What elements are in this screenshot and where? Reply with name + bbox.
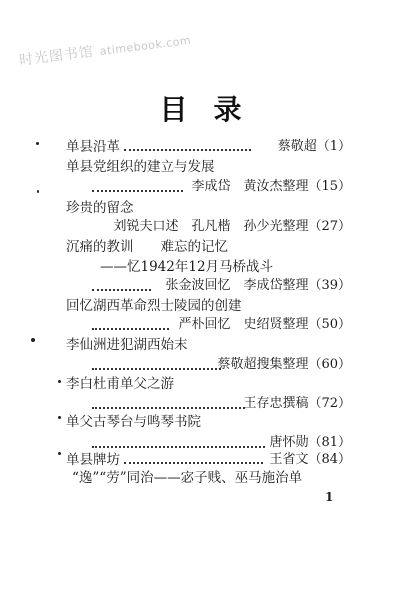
toc-entry-title: 回忆湖西革命烈士陵园的创建 [66,298,242,314]
toc-entry-title: 单县牌坊 [66,452,120,468]
ink-speck [58,416,61,419]
ink-speck [36,142,39,145]
ink-speck [37,190,39,193]
toc-entry-credit: 蔡敬超（1） [277,139,351,154]
page-title: 目录 [159,93,268,126]
toc-entry-title: 珍贵的留念 [66,200,134,216]
toc-entry-title: 李白杜甫单父之游 [66,376,174,392]
toc-entry-title: 沉痛的教训 难忘的记忆 [66,239,228,255]
toc-entry-credit: 蔡敬超搜集整理（60） [217,357,351,372]
watermark-text: 时光图书馆 [18,43,95,69]
dot-leader [92,407,245,409]
dot-leader [92,446,265,448]
toc-entry-title: 单县沿革 [66,139,120,155]
dot-leader [124,149,251,151]
toc-entry-credit: 严朴回忆 史绍贤整理（50） [178,317,351,332]
page-mark: 1 [325,490,334,504]
toc-entry-credit: 李成岱 黄汝杰整理（15） [191,179,351,194]
toc-entry-credit: 张金波回忆 李成岱整理（39） [165,278,351,293]
dot-leader [92,328,169,330]
ink-speck [31,338,35,342]
toc-entry-title: “逸”“劳”同治——宓子贱、巫马施治单 [72,470,303,486]
watermark-site: atimebook.com [99,33,192,58]
watermark [18,21,259,70]
ink-speck [58,380,61,383]
toc-entry-subtitle: ——忆1942年12月马桥战斗 [100,259,274,275]
toc-entry-credit: 刘锐夫口述 孔凡楷 孙少光整理（27） [113,219,351,234]
dot-leader [92,368,221,370]
toc-entry-title: 李仙洲进犯湖西始末 [66,337,188,353]
toc-entry-credit: 王存忠撰稿（72） [243,396,351,411]
ink-speck [58,452,61,455]
dot-leader [92,190,183,192]
toc-entry-credit: 唐怀勋（81） [269,435,351,450]
toc-entry-credit: 王省文（84） [269,452,351,467]
toc-entry-title: 单县党组织的建立与发展 [66,159,215,175]
dot-leader [124,462,263,464]
toc-entry-title: 单父古琴台与鸣琴书院 [66,414,201,430]
dot-leader [92,289,151,291]
